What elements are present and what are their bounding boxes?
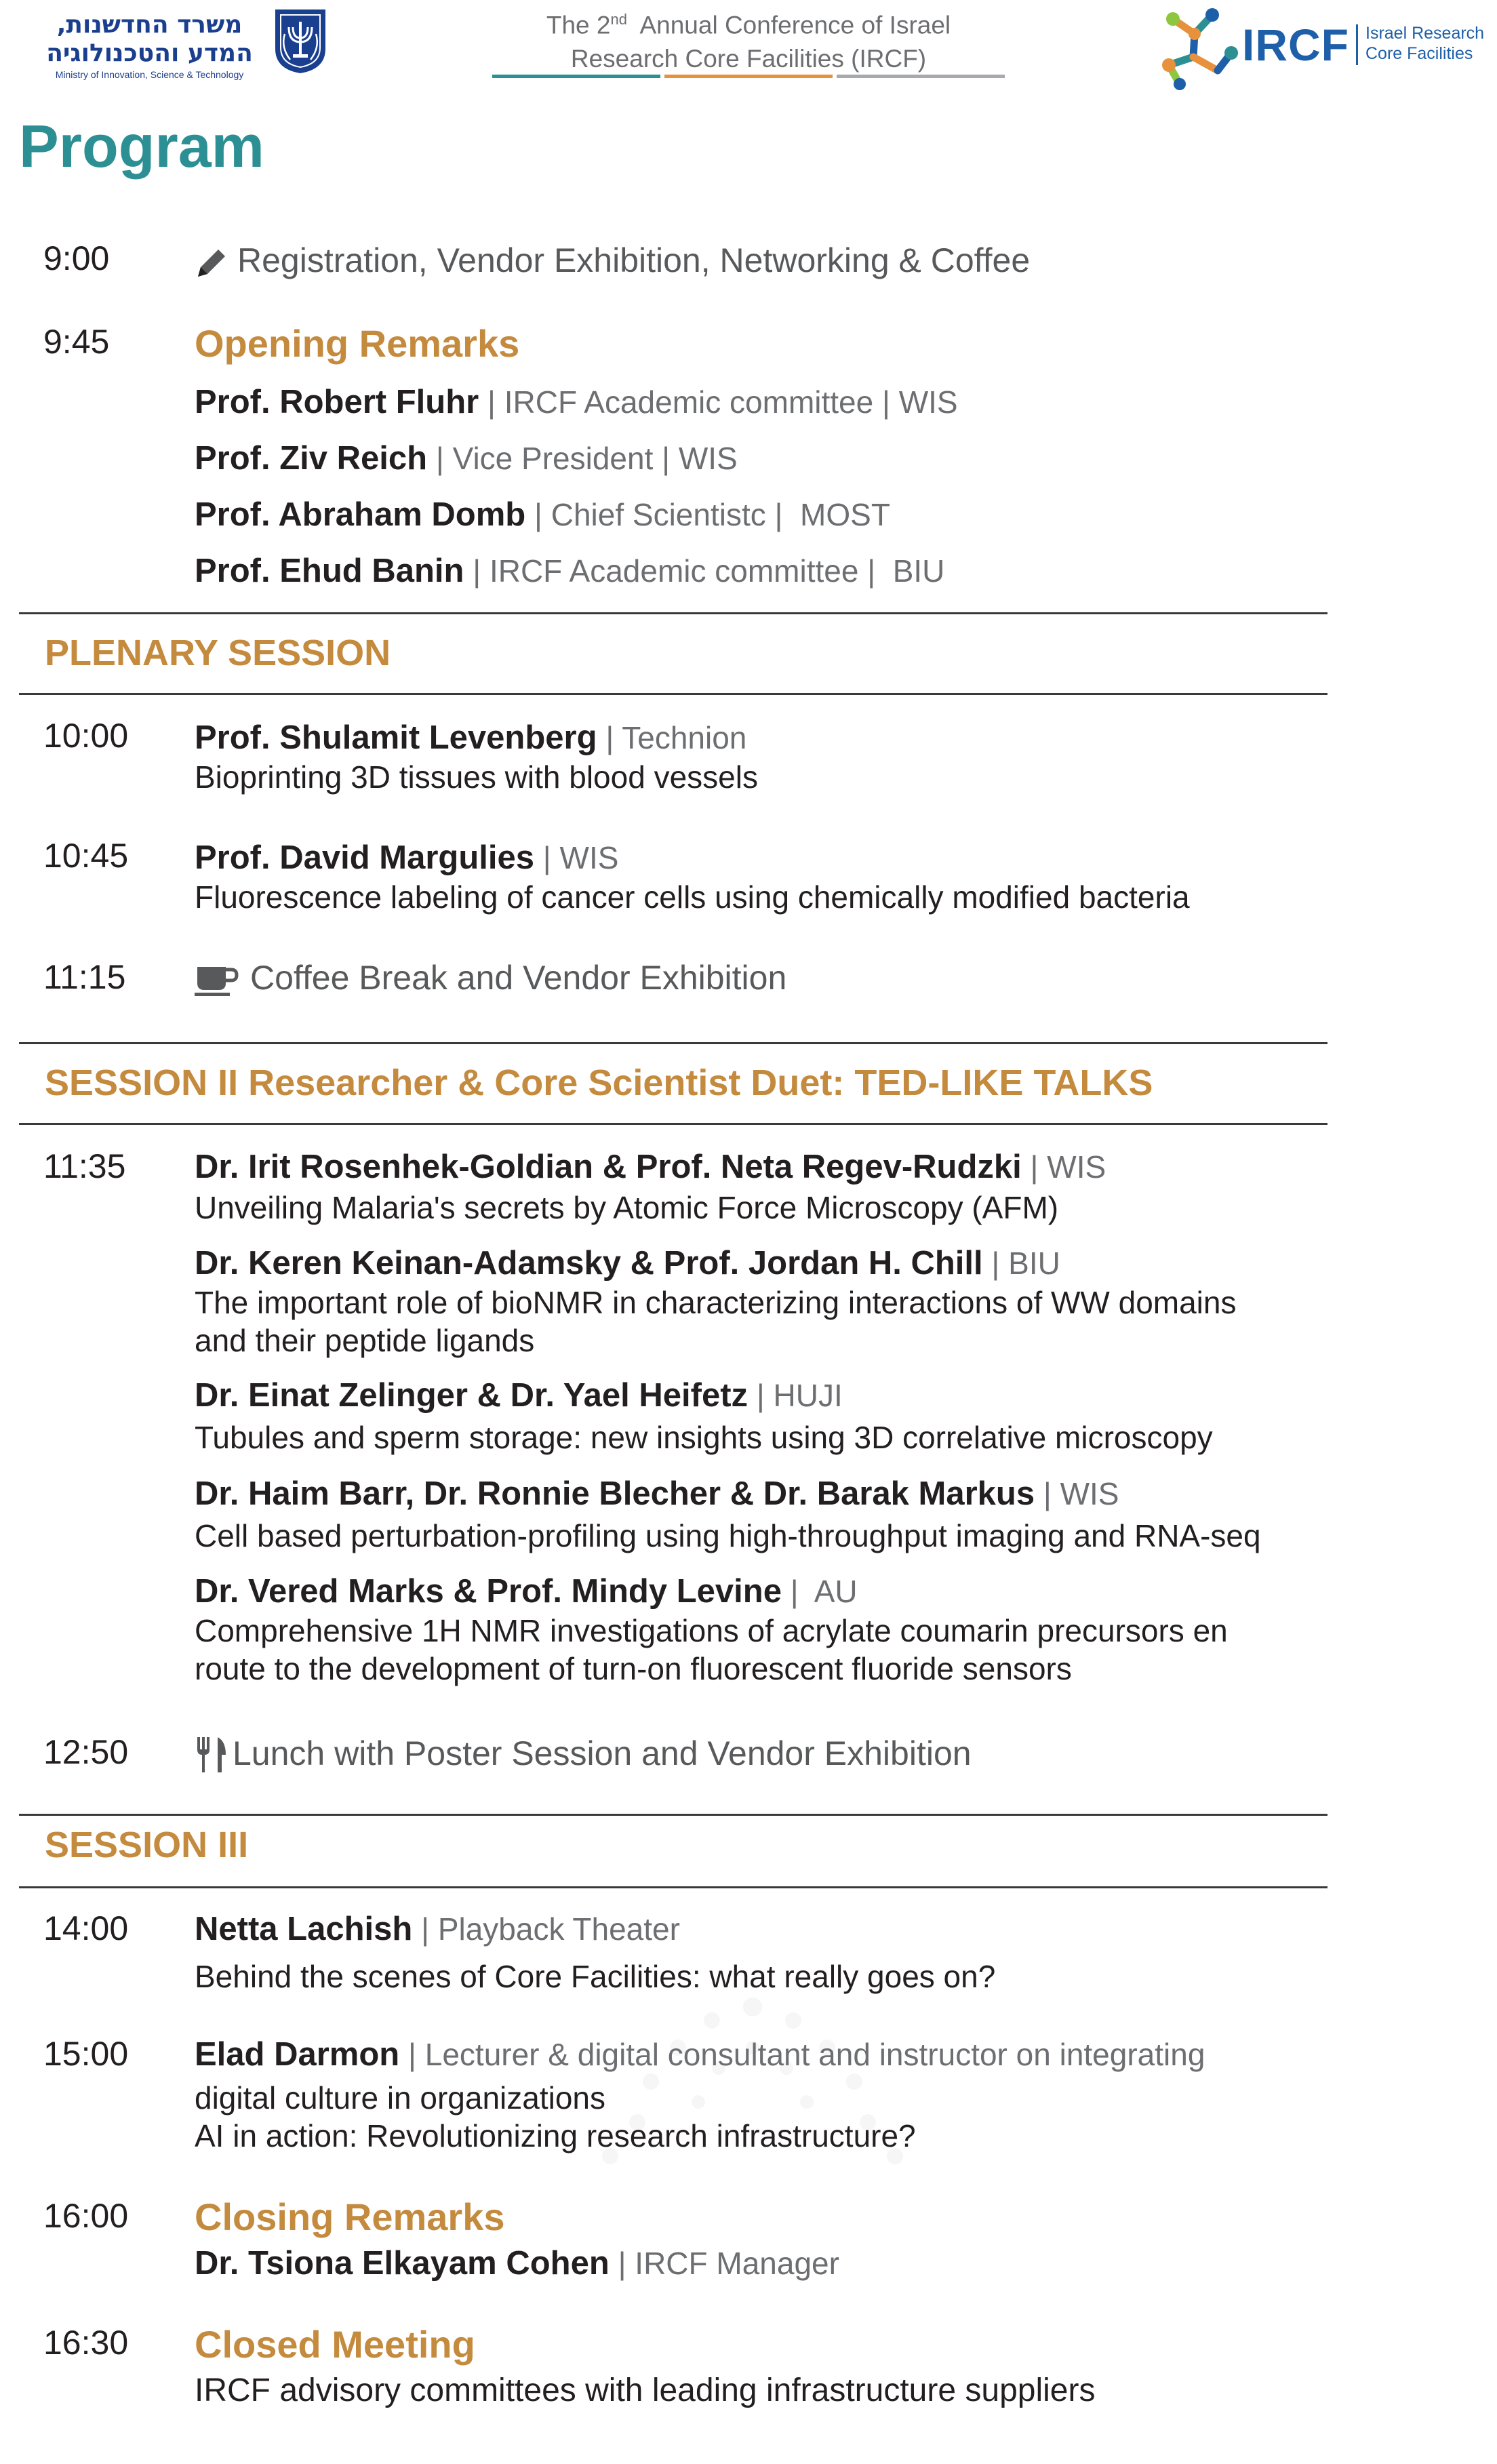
ministry-logo: [33, 5, 331, 80]
ministry-name-hebrew-line2: המדע והטכנולוגיה: [46, 39, 253, 67]
conference-underline-orange: [664, 75, 833, 78]
speaker-line: Prof. Shulamit Levenberg | Technion: [195, 719, 747, 756]
session-2-heading: SESSION II Researcher & Core Scientist Duet: TED-LIKE TALKS: [45, 1062, 1153, 1103]
time-label: 16:00: [43, 2197, 129, 2235]
time-label: 16:30: [43, 2324, 129, 2362]
ministry-name-english: Ministry of Innovation, Science & Technology: [55, 69, 244, 80]
talk-title: Unveiling Malaria's secrets by Atomic Force Microscopy (AFM): [195, 1190, 1059, 1225]
ircf-wordmark: IRCF: [1242, 20, 1349, 70]
speaker-line: Dr. Tsiona Elkayam Cohen | IRCF Manager: [195, 2245, 839, 2282]
coffee-break-item: Coffee Break and Vendor Exhibition: [250, 959, 787, 997]
ministry-name: [33, 11, 266, 80]
ircf-divider: [1356, 24, 1358, 65]
speaker-line: Dr. Keren Keinan-Adamsky & Prof. Jordan H. Chill | BIU: [195, 1245, 1060, 1281]
talk-title: AI in action: Revolutionizing research infrastructure?: [195, 2118, 916, 2153]
talk-title: Cell based perturbation-profiling using high-throughput imaging and RNA-seq: [195, 1518, 1261, 1553]
conference-title-line2: Research Core Facilities (IRCF): [570, 45, 927, 73]
speaker-line: Dr. Vered Marks & Prof. Mindy Levine | AU: [195, 1573, 858, 1610]
section-divider: [19, 1042, 1328, 1044]
ircf-logo: [1153, 0, 1485, 92]
talk-title: Tubules and sperm storage: new insights using 3D correlative microscopy: [195, 1420, 1213, 1455]
time-label: 15:00: [43, 2035, 129, 2073]
closed-meeting-title: Closed Meeting: [195, 2323, 475, 2366]
plenary-session-heading: PLENARY SESSION: [45, 633, 391, 673]
speaker-line: Prof. Ziv Reich | Vice President | WIS: [195, 440, 738, 477]
speaker-line: Prof. Abraham Domb | Chief Scientistc | MOST: [195, 496, 890, 533]
section-divider: [19, 612, 1328, 614]
time-label: 10:00: [43, 717, 129, 755]
conference-underline-gray: [837, 75, 1005, 78]
time-label: 14:00: [43, 1909, 129, 1947]
conference-title-line1: The 2nd Annual Conference of Israel: [546, 11, 951, 39]
lunch-item: Lunch with Poster Session and Vendor Exhibition: [233, 1734, 972, 1772]
opening-remarks-title: Opening Remarks: [195, 322, 520, 365]
closed-meeting-description: IRCF advisory committees with leading infrastructure suppliers: [195, 2372, 1096, 2408]
closing-remarks-title: Closing Remarks: [195, 2195, 505, 2238]
speaker-line: Prof. Ehud Banin | IRCF Academic committee | BIU: [195, 553, 945, 589]
ircf-subtitle: Israel Research Core Facilities: [1365, 24, 1485, 63]
speaker-line: Netta Lachish | Playback Theater: [195, 1911, 680, 1947]
time-label: 10:45: [43, 837, 129, 875]
state-emblem-icon: [270, 7, 331, 75]
ircf-molecule-icon: [1153, 0, 1241, 92]
section-divider: [19, 1123, 1328, 1125]
registration-item: Registration, Vendor Exhibition, Networking & Coffee: [237, 241, 1031, 279]
time-label: 12:50: [43, 1733, 129, 1771]
fork-knife-icon: [195, 1736, 228, 1774]
ministry-name-hebrew-line1: משרד החדשנות,: [56, 11, 243, 39]
time-label: 9:45: [43, 323, 110, 361]
time-label: 11:35: [43, 1147, 126, 1185]
section-divider: [19, 1814, 1328, 1816]
section-divider: [19, 693, 1328, 695]
time-label: 9:00: [43, 239, 110, 277]
talk-title: Behind the scenes of Core Facilities: what really goes on?: [195, 1959, 996, 1994]
speaker-line: Dr. Irit Rosenhek-Goldian & Prof. Neta Regev-Rudzki | WIS: [195, 1149, 1106, 1185]
speaker-line: Prof. Robert Fluhr | IRCF Academic committee | WIS: [195, 384, 958, 420]
talk-title: The important role of bioNMR in characterizing interactions of WW domains: [195, 1285, 1237, 1320]
speaker-line: Dr. Einat Zelinger & Dr. Yael Heifetz | HUJI: [195, 1377, 843, 1414]
talk-title: Bioprinting 3D tissues with blood vessels: [195, 759, 758, 795]
speaker-line: Prof. David Margulies | WIS: [195, 839, 619, 876]
pencil-icon: [194, 245, 229, 281]
talk-title: Comprehensive 1H NMR investigations of acrylate coumarin precursors en: [195, 1613, 1228, 1648]
conference-underline-teal: [492, 75, 660, 78]
speaker-line: Elad Darmon | Lecturer & digital consultant and instructor on integrating: [195, 2036, 1205, 2073]
talk-title-continued: and their peptide ligands: [195, 1323, 535, 1358]
talk-title-continued: route to the development of turn-on fluorescent fluoride sensors: [195, 1651, 1072, 1686]
session-3-heading: SESSION III: [45, 1825, 249, 1865]
speaker-affiliation-continued: digital culture in organizations: [195, 2080, 606, 2115]
coffee-cup-icon: [195, 963, 239, 997]
conference-title: [490, 3, 1007, 76]
time-label: 11:15: [43, 958, 126, 996]
page-title: Program: [19, 113, 264, 180]
speaker-line: Dr. Haim Barr, Dr. Ronnie Blecher & Dr. Barak Markus | WIS: [195, 1475, 1119, 1512]
talk-title: Fluorescence labeling of cancer cells using chemically modified bacteria: [195, 879, 1190, 915]
section-divider: [19, 1886, 1328, 1888]
